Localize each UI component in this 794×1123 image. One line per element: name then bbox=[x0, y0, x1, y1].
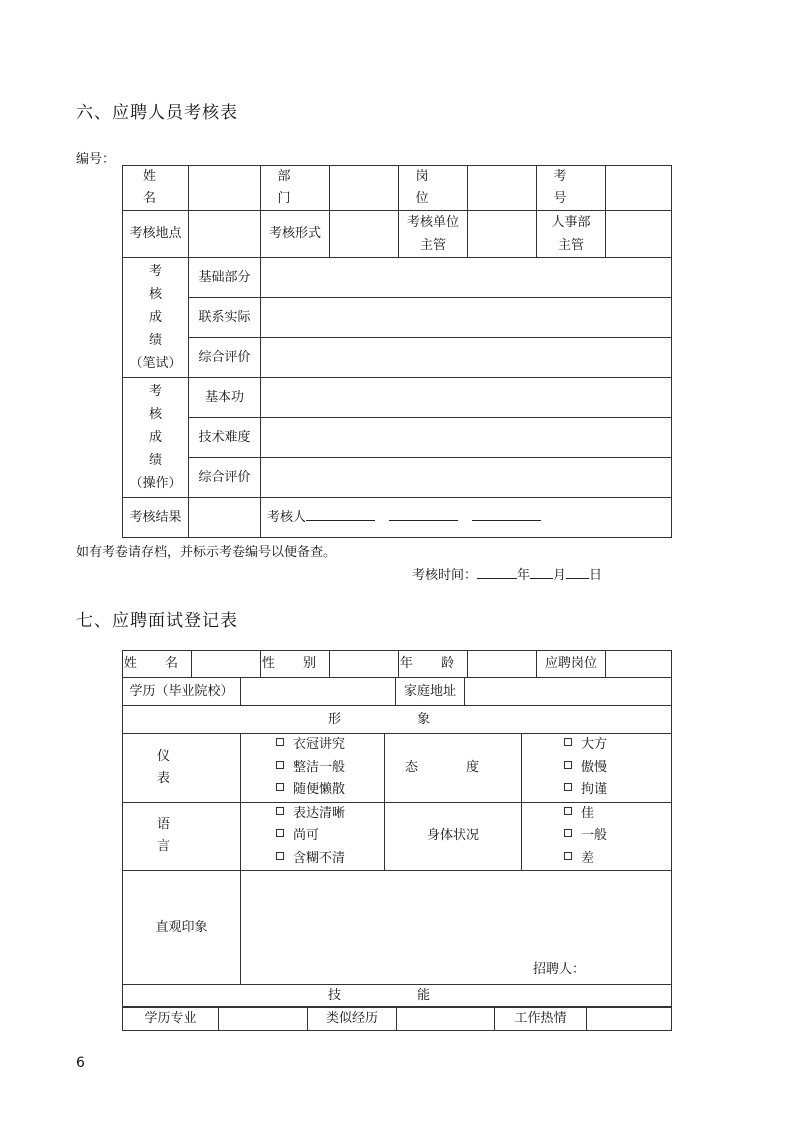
attitude-option-2[interactable]: 傲慢 bbox=[564, 757, 671, 780]
written-overall-label: 综合评价 bbox=[189, 338, 261, 378]
unit-supervisor-label: 考核单位 主管 bbox=[399, 211, 468, 258]
age-label: 年 龄 bbox=[399, 651, 468, 678]
language-option-1[interactable]: 表达清晰 bbox=[276, 803, 384, 826]
form-field[interactable] bbox=[330, 211, 399, 258]
major-label: 学历专业 bbox=[123, 1007, 219, 1031]
health-options bbox=[522, 802, 672, 871]
written-basic-field[interactable] bbox=[261, 258, 672, 298]
appearance-label: 仪 表 bbox=[123, 734, 241, 803]
gender-label: 性 别 bbox=[261, 651, 330, 678]
language-label: 语 言 bbox=[123, 802, 241, 871]
interview-table-row-basic bbox=[122, 650, 672, 678]
written-basic-label: 基础部分 bbox=[189, 258, 261, 298]
section-6-title: 六、应聘人员考核表 bbox=[76, 103, 238, 123]
assessor-signature-line-1[interactable] bbox=[306, 507, 375, 521]
assessor-signature-line-2[interactable] bbox=[389, 507, 458, 521]
result-label: 考核结果 bbox=[123, 498, 189, 538]
department-field[interactable] bbox=[330, 166, 399, 211]
interview-table-image-section bbox=[122, 705, 672, 1008]
month-label: 月 bbox=[553, 568, 567, 583]
health-label: 身体状况 bbox=[385, 802, 522, 871]
checkbox-icon[interactable] bbox=[564, 738, 572, 746]
result-field[interactable] bbox=[189, 498, 261, 538]
checkbox-icon[interactable] bbox=[276, 783, 284, 791]
gender-field[interactable] bbox=[330, 651, 399, 678]
appearance-options bbox=[241, 734, 385, 803]
written-practical-label: 联系实际 bbox=[189, 298, 261, 338]
image-section-header: 形 象 bbox=[123, 706, 672, 734]
day-field[interactable] bbox=[566, 565, 589, 579]
checkbox-icon[interactable] bbox=[276, 852, 284, 860]
written-practical-field[interactable] bbox=[261, 298, 672, 338]
skills-section-header: 技 能 bbox=[123, 985, 672, 1008]
checkbox-icon[interactable] bbox=[564, 829, 572, 837]
practical-score-group-label: 考 核 成 绩 （操作） bbox=[123, 378, 189, 498]
unit-supervisor-field[interactable] bbox=[468, 211, 537, 258]
name-label: 姓 名 bbox=[123, 166, 189, 211]
assessor-signature-row bbox=[261, 498, 672, 538]
work-enthusiasm-label: 工作热情 bbox=[495, 1007, 587, 1031]
form-label: 考核形式 bbox=[261, 211, 330, 258]
applied-position-field[interactable] bbox=[606, 651, 672, 678]
day-label: 日 bbox=[589, 568, 603, 583]
recruiter-label: 招聘人： bbox=[533, 962, 586, 977]
appearance-option-2[interactable]: 整洁一般 bbox=[276, 757, 384, 780]
checkbox-icon[interactable] bbox=[564, 807, 572, 815]
similar-experience-label: 类似经历 bbox=[308, 1007, 397, 1031]
year-label: 年 bbox=[517, 568, 531, 583]
assessor-signature-line-3[interactable] bbox=[472, 507, 541, 521]
health-option-1[interactable]: 佳 bbox=[564, 803, 671, 826]
education-label: 学历（毕业院校） bbox=[123, 678, 241, 706]
appearance-option-1[interactable]: 衣冠讲究 bbox=[276, 734, 384, 757]
interview-name-field[interactable] bbox=[192, 651, 261, 678]
hr-supervisor-label: 人事部 主管 bbox=[537, 211, 606, 258]
address-label: 家庭地址 bbox=[396, 678, 465, 706]
checkbox-icon[interactable] bbox=[276, 738, 284, 746]
interview-table-row-education bbox=[122, 677, 672, 706]
hr-supervisor-field[interactable] bbox=[606, 211, 672, 258]
written-overall-field[interactable] bbox=[261, 338, 672, 378]
checkbox-icon[interactable] bbox=[276, 829, 284, 837]
appearance-option-3[interactable]: 随便懒散 bbox=[276, 779, 384, 802]
practical-fundamentals-label: 基本功 bbox=[189, 378, 261, 418]
health-option-3[interactable]: 差 bbox=[564, 848, 671, 871]
education-field[interactable] bbox=[241, 678, 396, 706]
name-field[interactable] bbox=[189, 166, 261, 211]
practical-difficulty-label: 技术难度 bbox=[189, 418, 261, 458]
department-label: 部 门 bbox=[261, 166, 330, 211]
attitude-options bbox=[522, 734, 672, 803]
health-option-2[interactable]: 一般 bbox=[564, 825, 671, 848]
age-field[interactable] bbox=[468, 651, 537, 678]
attitude-option-3[interactable]: 拘谨 bbox=[564, 779, 671, 802]
practical-fundamentals-field[interactable] bbox=[261, 378, 672, 418]
checkbox-icon[interactable] bbox=[276, 807, 284, 815]
exam-number-label: 考 号 bbox=[537, 166, 606, 211]
practical-overall-field[interactable] bbox=[261, 458, 672, 498]
checkbox-icon[interactable] bbox=[564, 852, 572, 860]
checkbox-icon[interactable] bbox=[564, 783, 572, 791]
written-score-group-label: 考 核 成 绩 （笔试） bbox=[123, 258, 189, 378]
applied-position-label: 应聘岗位 bbox=[537, 651, 606, 678]
year-field[interactable] bbox=[477, 565, 517, 579]
position-field[interactable] bbox=[468, 166, 537, 211]
interview-name-label: 姓 名 bbox=[123, 651, 192, 678]
serial-number-label: 编号： bbox=[76, 152, 116, 167]
interview-table-row-skills bbox=[122, 1006, 672, 1031]
impression-label: 直观印象 bbox=[123, 871, 241, 985]
address-field[interactable] bbox=[465, 678, 672, 706]
work-enthusiasm-field[interactable] bbox=[587, 1007, 672, 1031]
exam-number-field[interactable] bbox=[606, 166, 672, 211]
location-label: 考核地点 bbox=[123, 211, 189, 258]
language-option-3[interactable]: 含糊不清 bbox=[276, 848, 384, 871]
page-number: 6 bbox=[76, 1055, 85, 1071]
practical-difficulty-field[interactable] bbox=[261, 418, 672, 458]
assessment-time-label: 考核时间： bbox=[412, 568, 478, 583]
month-field[interactable] bbox=[530, 565, 553, 579]
assessor-label: 考核人 bbox=[267, 509, 307, 525]
checkbox-icon[interactable] bbox=[564, 761, 572, 769]
assessment-date-line bbox=[412, 564, 602, 583]
language-options bbox=[241, 802, 385, 871]
section-7-title: 七、应聘面试登记表 bbox=[76, 611, 238, 631]
language-option-2[interactable]: 尚可 bbox=[276, 825, 384, 848]
position-label: 岗 位 bbox=[399, 166, 468, 211]
attitude-option-1[interactable]: 大方 bbox=[564, 734, 671, 757]
similar-experience-field[interactable] bbox=[397, 1007, 495, 1031]
checkbox-icon[interactable] bbox=[276, 761, 284, 769]
impression-field[interactable] bbox=[241, 871, 672, 985]
assessment-table bbox=[122, 165, 672, 538]
major-field[interactable] bbox=[219, 1007, 308, 1031]
archive-note: 如有考卷请存档，并标示考卷编号以便备查。 bbox=[76, 545, 337, 560]
attitude-label: 态 度 bbox=[385, 734, 522, 803]
practical-overall-label: 综合评价 bbox=[189, 458, 261, 498]
location-field[interactable] bbox=[189, 211, 261, 258]
